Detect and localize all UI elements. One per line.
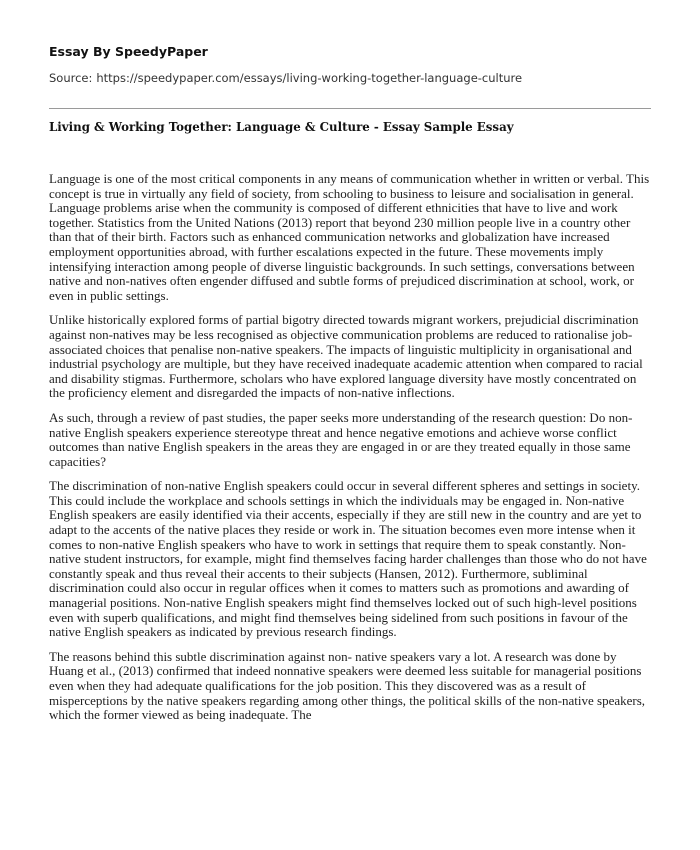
essay-title: Living & Working Together: Language & Culture - Essay Sample Essay <box>49 120 514 134</box>
source-label: Source: <box>49 71 93 85</box>
paragraph-2: Unlike historically explored forms of partial bigotry directed towards migrant workers, prejudicial discrimination against non-natives may be less recognised as objective communication problems are reduced to rationalise job-associated choices that penalise non-native speakers. The impacts of linguistic multiplicity in organisational and industrial psychology are multiple, but they have received inadequate academic attention when compared to racial and disability stigmas. Furthermore, scholars who have explored language diversity have mostly concentrated on the proficiency element and disregarded the impacts of non-native inflections. <box>49 312 643 401</box>
header-divider <box>49 108 651 109</box>
paragraph-4: The discrimination of non-native English speakers could occur in several different spheres and settings in society. This could include the workplace and schools settings in which the individuals may be engaged in. Non-native English speakers are easily identified via their accents, especially if they are still new in the country and are yet to adapt to the accents of the native places they reside or work in. The situation becomes even more intense when it comes to non-native English speakers who have to work in settings that require them to speak constantly. Non-native student instructors, for example, might find themselves facing harder challenges than those who do not have constantly speak and thus reveal their accents to their subjects (Hansen, 2012). Furthermore, subliminal discrimination could also occur in regular offices when it comes to matters such as promotions and awarding of managerial positions. Non-native English speakers might find themselves locked out of such high-level positions even with superb qualifications, and might find themselves being sidelined from such positions in favour of the native English speakers as indicated by previous research findings. <box>49 478 647 640</box>
paragraph-1: Language is one of the most critical components in any means of communication whether in written or verbal. This concept is true in virtually any field of society, from schooling to business to leisure and socialisation in general. Language problems arise when the community is composed of different ethnicities that have to live and work together. Statistics from the United Nations (2013) report that beyond 230 million people live in a country other than that of their birth. Factors such as enhanced communication networks and globalization have increased employment opportunities abroad, with further escalations expected in the future. These movements imply intensifying interaction among people of diverse linguistic backgrounds. In such settings, conversations between native and non-natives often engender diffused and subtle forms of prejudiced discrimination at school, work, or even in public settings. <box>49 171 650 303</box>
paragraph-5: The reasons behind this subtle discrimination against non- native speakers vary a lot. A research was done by Huang et al., (2013) confirmed that indeed nonnative speakers were deemed less suitable for managerial positions even when they had adequate qualifications for the job position. This they discovered was as a result of misperceptions by the native speakers regarding among other things, the political skills of the non-native speakers, which the former viewed as being inadequate. The <box>49 648 646 723</box>
essay-body <box>49 172 652 733</box>
source-line <box>49 71 651 86</box>
document-header <box>49 44 651 86</box>
source-url-link[interactable]: https://speedypaper.com/essays/living-working-together-language-culture <box>96 71 523 85</box>
paragraph-3: As such, through a review of past studies, the paper seeks more understanding of the research question: Do non-native English speakers experience stereotype threat and hence negative emotions and achieve worse conflict outcomes than native English speakers in the areas they are engaged in or are they treated equally in those same capacities? <box>49 409 633 469</box>
brand-title: Essay By SpeedyPaper <box>49 44 208 59</box>
